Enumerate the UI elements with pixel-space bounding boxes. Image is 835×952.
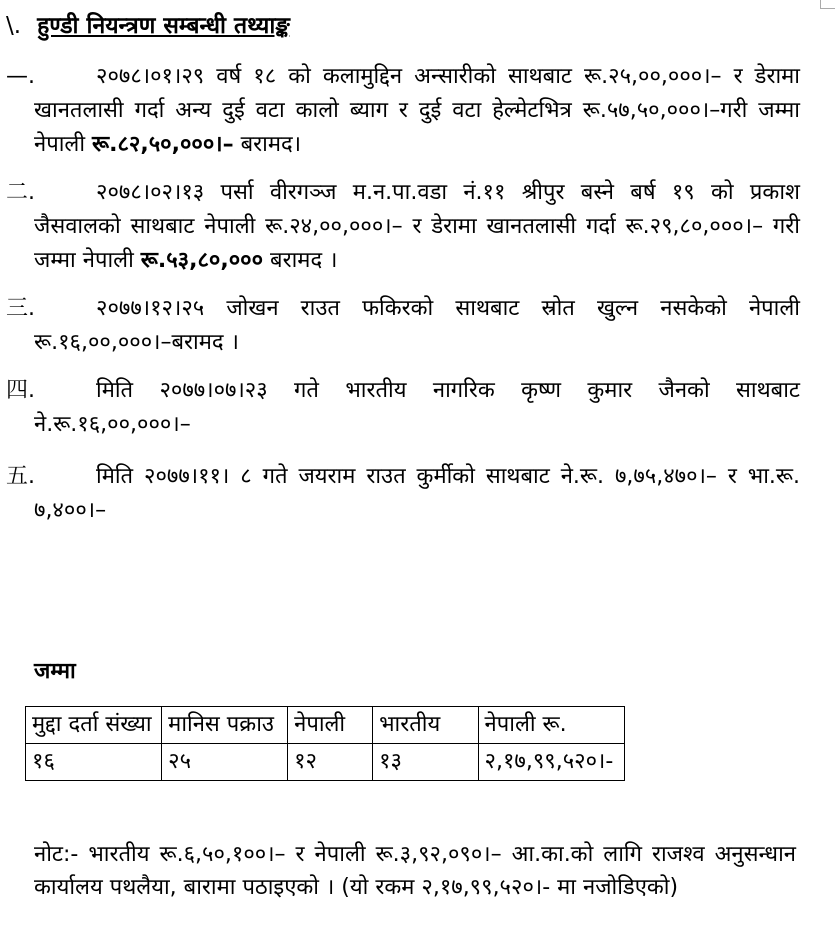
table-row [26, 744, 625, 781]
list-item [0, 460, 800, 528]
item-marker: 二. [6, 180, 35, 205]
item-marker: 五. [6, 464, 35, 489]
item-text-tail: बरामद। [240, 132, 302, 157]
item-text [34, 292, 800, 360]
item-marker: 四. [6, 378, 35, 403]
item-text [34, 374, 800, 442]
table-cell: १६ [26, 744, 162, 781]
item-text-bold: रू.८२,५०,०००।– [92, 132, 234, 157]
item-text-main: २०७७।१२।२५ जोखन राउत फकिरको साथबाट स्रोत खुल्न नसकेको नेपाली रू.१६,००,०००।–बरामद । [34, 296, 800, 355]
item-marker: —. [6, 64, 35, 89]
list-item [0, 176, 800, 278]
section-title: हुण्डी नियन्त्रण सम्बन्धी तथ्याङ्क [37, 13, 290, 39]
table-header-cell: नेपाली [288, 707, 373, 744]
list-item [0, 60, 800, 162]
section-number: \. [6, 13, 22, 39]
table-cell: २,१७,९९,५२०।- [478, 744, 624, 781]
item-text [34, 60, 800, 162]
table-header-cell: नेपाली रू. [478, 707, 624, 744]
item-text-main: २०७८।०२।१३ पर्सा वीरगञ्ज म.न.पा.वडा नं.११ श्रीपुर बस्ने बर्ष १९ को प्रकाश जैसवालको साथबाट नेपाली रू.२४,००,०००।– र डेरामा खानतलासी गर्दा रू.२९,८०,०००।– गरी जम्मा नेपाली [34, 180, 800, 273]
page-corner-mark [820, 0, 835, 9]
list-item [0, 292, 800, 360]
table-header-row [26, 707, 625, 744]
table-cell: १२ [288, 744, 373, 781]
table-cell: १३ [373, 744, 478, 781]
table-header-cell: मानिस पक्राउ [162, 707, 288, 744]
table-header-cell: भारतीय [373, 707, 478, 744]
list-item [0, 374, 800, 442]
item-text-main: २०७८।०१।२९ वर्ष १८ को कलामुद्दिन अन्सारीको साथबाट रू.२५,००,०००।– र डेरामा खानतलासी गर्दा अन्य दुई वटा कालो ब्याग र दुई वटा हेल्मेटभित्र रू.५७,५०,०००।–गरी जम्मा नेपाली [34, 64, 800, 157]
item-text [34, 176, 800, 278]
table-cell: २५ [162, 744, 288, 781]
item-text-main: मिति २०७७।११। ८ गते जयराम राउत कुर्मीको साथबाट ने.रू. ७,७५,४७०।– र भा.रू. ७,४००।– [34, 464, 800, 523]
item-marker: 三. [6, 296, 35, 321]
item-text-tail: बरामद । [270, 248, 338, 273]
item-text-bold: रू.५३,८०,००० [140, 248, 264, 273]
table-header-cell: मुद्दा दर्ता संख्या [26, 707, 162, 744]
total-label: जम्मा [34, 659, 76, 684]
item-text [34, 460, 800, 528]
note-text: नोट:- भारतीय रू.६,५०,१००।– र नेपाली रू.३,९२,०९०।– आ.का.को लागि राजश्व अनुसन्धान कार्यालय पथलैया, बारामा पठाइएको । (यो रकम २,१७,९९,५२०।- मा नजोडिएको) [34, 842, 796, 900]
item-text-main: मिति २०७७।०७।२३ गते भारतीय नागरिक कृष्ण कुमार जैनको साथबाट ने.रू.१६,००,०००।– [34, 378, 800, 437]
item-list [0, 60, 800, 544]
summary-table [25, 706, 625, 781]
section-heading [6, 8, 290, 40]
